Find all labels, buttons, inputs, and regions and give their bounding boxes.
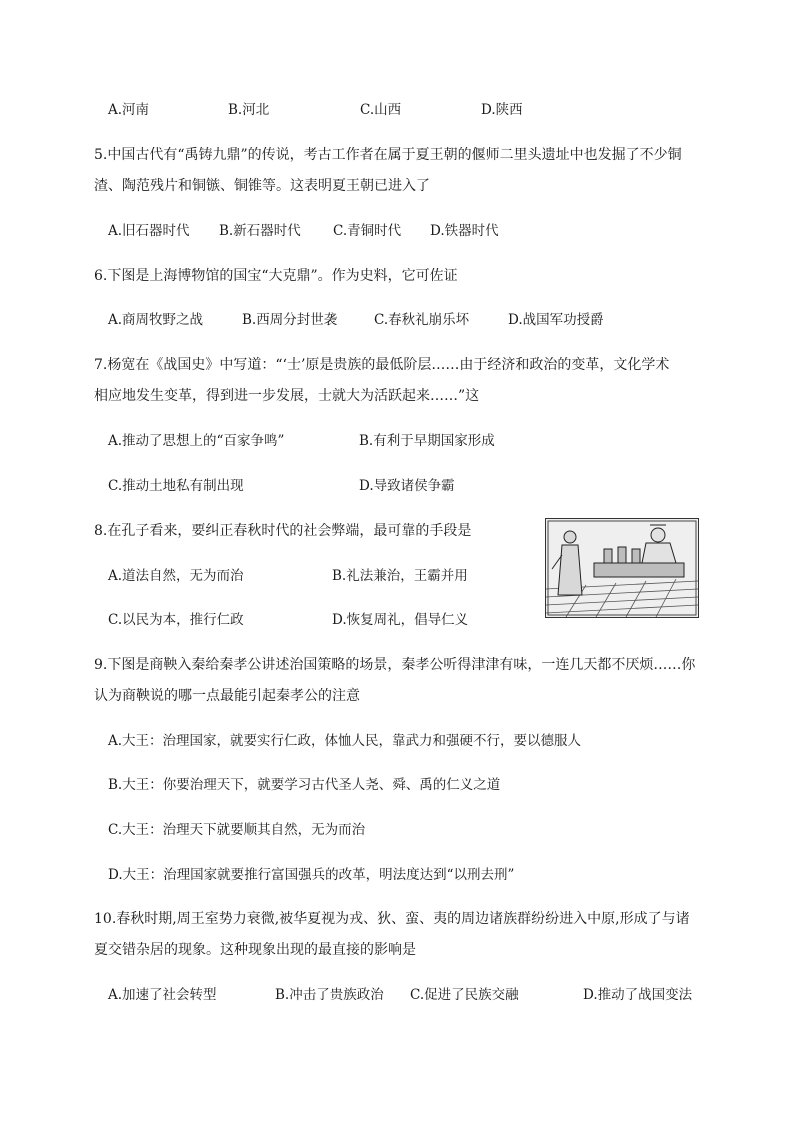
q7-stem-line1: 7.杨宽在《战国史》中写道：“‘士’原是贵族的最低阶层……由于经济和政治的变革，文化学术 xyxy=(94,357,670,373)
q8-stem-line1: 8.在孔子看来，要纠正春秋时代的社会弊端，最可靠的手段是 xyxy=(94,523,472,539)
q7-option-b: B.有利于早期国家形成 xyxy=(359,433,495,449)
confucius-scene-illustration xyxy=(545,518,699,618)
q8-option-c: C.以民为本，推行仁政 xyxy=(108,612,244,628)
q5-option-c: C.青铜时代 xyxy=(333,223,402,239)
q4-option-c: C.山西 xyxy=(360,102,402,118)
q7-stem-line2: 相应地发生变革，得到进一步发展，士就大为活跃起来……”这 xyxy=(94,388,480,404)
q5-stem-line2: 渣、陶范残片和铜镞、铜锥等。这表明夏王朝已进入了 xyxy=(94,178,430,194)
q6-option-c: C.春秋礼崩乐坏 xyxy=(374,312,470,328)
q8-option-d: D.恢复周礼，倡导仁义 xyxy=(332,612,469,628)
q7-option-d: D.导致诸侯争霸 xyxy=(359,478,455,494)
q8-option-b: B.礼法兼治，王霸并用 xyxy=(332,568,468,584)
q5-option-d: D.铁器时代 xyxy=(430,223,499,239)
q7-option-c: C.推动土地私有制出现 xyxy=(108,478,244,494)
q4-option-d: D.陕西 xyxy=(481,102,523,118)
q5-stem-line1: 5.中国古代有“禹铸九鼎”的传说，考古工作者在属于夏王朝的偃师二里头遗址中也发掘了不少铜 xyxy=(94,147,682,163)
q10-option-c: C.促进了民族交融 xyxy=(410,987,519,1003)
q8-option-a: A.道法自然，无为而治 xyxy=(108,568,244,584)
q9-option-d: D.大王：治理国家就要推行富国强兵的改革，明法度达到“以刑去刑” xyxy=(108,867,515,883)
q10-stem-line2: 夏交错杂居的现象。这种现象出现的最直接的影响是 xyxy=(94,942,416,958)
q6-option-d: D.战国军功授爵 xyxy=(508,312,604,328)
q10-option-b: B.冲击了贵族政治 xyxy=(275,987,384,1003)
q10-stem-line1: 10.春秋时期,周王室势力衰微,被华夏视为戎、狄、蛮、夷的周边诸族群纷纷进入中原,形成了与诸 xyxy=(94,911,690,927)
q7-option-a: A.推动了思想上的“百家争鸣” xyxy=(108,433,285,449)
q5-option-b: B.新石器时代 xyxy=(219,223,301,239)
q6-option-a: A.商周牧野之战 xyxy=(108,312,204,328)
q6-stem-line1: 6.下图是上海博物馆的国宝“大克鼎”。作为史料，它可佐证 xyxy=(94,268,458,284)
q9-stem-line2: 认为商鞅说的哪一点最能引起秦孝公的注意 xyxy=(94,688,360,704)
q9-stem-line1: 9.下图是商鞅入秦给秦孝公讲述治国策略的场景，秦孝公听得津津有味，一连几天都不厌烦……你 xyxy=(94,657,696,673)
q9-option-c: C.大王：治理天下就要顺其自然，无为而治 xyxy=(108,822,366,838)
q6-option-b: B.西周分封世袭 xyxy=(242,312,338,328)
q4-option-b: B.河北 xyxy=(228,102,270,118)
q9-option-b: B.大王：你要治理天下，就要学习古代圣人尧、舜、禹的仁义之道 xyxy=(108,777,501,793)
q10-option-a: A.加速了社会转型 xyxy=(108,987,217,1003)
q9-option-a: A.大王：治理国家，就要实行仁政，体恤人民，靠武力和强硬不行，要以德服人 xyxy=(108,733,582,749)
q5-option-a: A.旧石器时代 xyxy=(108,223,190,239)
q10-option-d: D.推动了战国变法 xyxy=(583,987,693,1003)
q4-option-a: A.河南 xyxy=(108,102,150,118)
